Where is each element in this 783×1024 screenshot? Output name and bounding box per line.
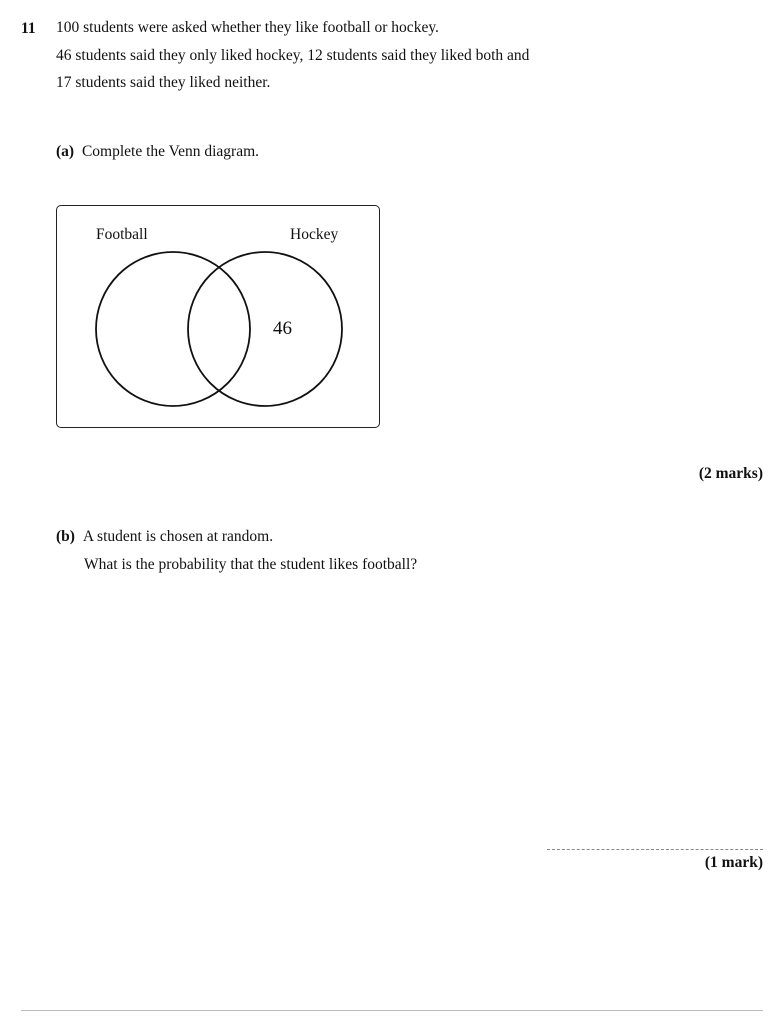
- part-a-marks: (2 marks): [698, 465, 763, 482]
- hockey-label: Hockey: [290, 226, 339, 243]
- part-a-label: (a): [56, 143, 75, 160]
- part-b-line-1: A student is chosen at random.: [82, 528, 274, 545]
- part-b-line-2: What is the probability that the student likes football?: [84, 556, 418, 573]
- intro-line-2: 46 students said they only liked hockey, 12 students said they liked both and: [56, 46, 530, 64]
- hockey-circle: [188, 252, 342, 406]
- intro-line-3: 17 students said they liked neither.: [56, 74, 271, 91]
- hockey-only-value: 46: [273, 318, 292, 339]
- part-a-text: Complete the Venn diagram.: [81, 143, 260, 160]
- intro-line-1: 100 students were asked whether they like football or hockey.: [56, 19, 439, 36]
- part-b-marks: (1 mark): [704, 854, 763, 871]
- question-number: 11: [21, 20, 36, 37]
- part-a-prompt: [56, 143, 259, 161]
- football-circle: [96, 252, 250, 406]
- football-label: Football: [96, 226, 148, 243]
- part-b-label: (b): [56, 528, 75, 545]
- footer-divider: [21, 1010, 763, 1011]
- question-intro: [56, 14, 529, 97]
- answer-line[interactable]: [547, 849, 763, 850]
- part-b-prompt: [56, 528, 273, 546]
- venn-diagram: [56, 205, 382, 431]
